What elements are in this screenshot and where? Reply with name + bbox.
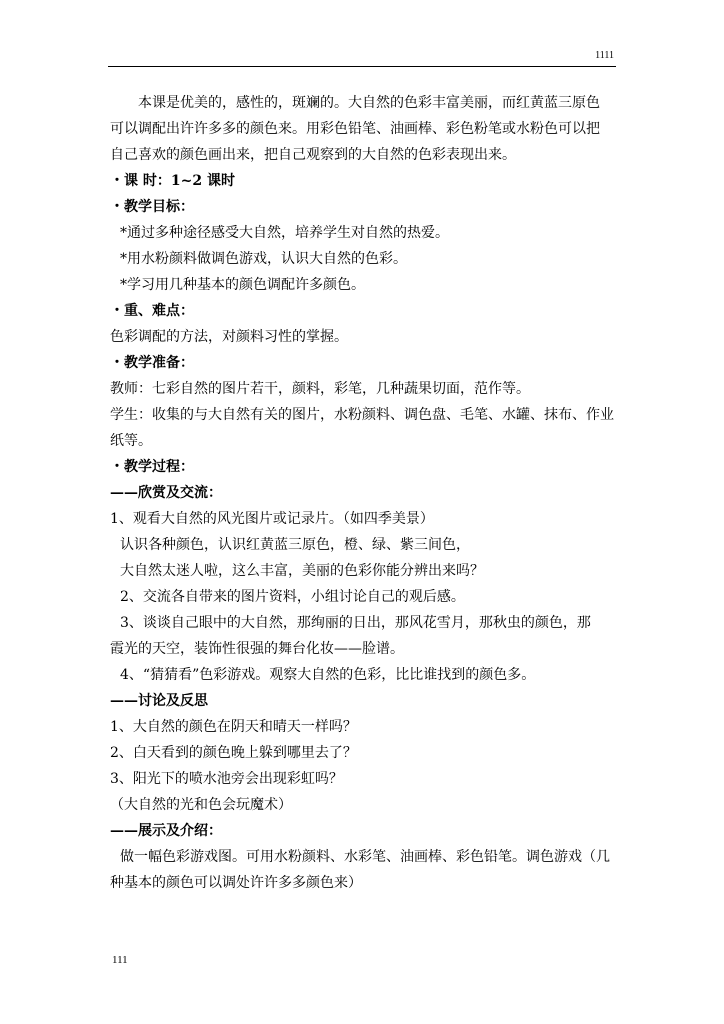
list-item: 2、交流各自带来的图片资料，小组讨论自己的观后感。 xyxy=(120,589,465,605)
section-heading-class-hours: ・课 时：1~2 课时 xyxy=(110,173,235,189)
section-heading-objectives: ・教学目标： xyxy=(110,199,194,215)
list-item: 2、白天看到的颜色晚上躲到哪里去了？ xyxy=(110,745,357,761)
objective-item: *用水粉颜料做调色游戏，认识大自然的色彩。 xyxy=(120,251,407,267)
paragraph-line: 大自然太迷人啦，这么丰富，美丽的色彩你能分辨出来吗？ xyxy=(120,563,484,579)
paragraph-line: 自己喜欢的颜色画出来，把自己观察到的大自然的色彩表现出来。 xyxy=(110,147,516,163)
footer-page-number: 111 xyxy=(112,954,128,966)
objective-item: *通过多种途径感受大自然，培养学生对自然的热爱。 xyxy=(120,225,449,241)
paragraph-line: 种基本的颜色可以调处许许多多颜色来） xyxy=(110,875,362,891)
paragraph-line: 认识各种颜色，认识红黄蓝三原色，橙、绿、紫三间色， xyxy=(120,537,470,553)
paragraph-line: 学生：收集的与大自然有关的图片，水粉颜料、调色盘、毛笔、水罐、抹布、作业 xyxy=(110,407,614,423)
paragraph-line: 纸等。 xyxy=(110,433,152,449)
header-rule xyxy=(108,66,616,67)
list-item: 3、谈谈自己眼中的大自然，那绚丽的日出，那风花雪月，那秋虫的颜色，那 xyxy=(120,615,591,631)
subsection-heading-discussion: ——讨论及反思 xyxy=(110,693,208,709)
section-heading-preparation: ・教学准备： xyxy=(110,355,194,371)
section-heading-key-points: ・重、难点： xyxy=(110,303,194,319)
paragraph-line: 做一幅色彩游戏图。可用水粉颜料、水彩笔、油画棒、彩色铅笔。调色游戏（几 xyxy=(120,849,610,865)
objective-item: *学习用几种基本的颜色调配许多颜色。 xyxy=(120,277,365,293)
paragraph-line: （大自然的光和色会玩魔术） xyxy=(110,797,292,813)
list-item: 1、观看大自然的风光图片或记录片。（如四季美景） xyxy=(110,511,434,527)
list-item: 3、阳光下的喷水池旁会出现彩虹吗？ xyxy=(110,771,343,787)
section-heading-process: ・教学过程： xyxy=(110,459,194,475)
header-page-number: 1111 xyxy=(595,50,614,61)
paragraph-line: 色彩调配的方法，对颜料习性的掌握。 xyxy=(110,329,348,345)
subsection-heading-presentation: ——展示及介绍： xyxy=(110,823,222,839)
paragraph-line: 霞光的天空，装饰性很强的舞台化妆——脸谱。 xyxy=(110,641,404,657)
list-item: 4、“猜猜看”色彩游戏。观察大自然的色彩，比比谁找到的颜色多。 xyxy=(120,667,536,683)
document-body xyxy=(110,90,616,896)
list-item: 1、大自然的颜色在阴天和晴天一样吗？ xyxy=(110,719,357,735)
paragraph-line: 可以调配出许许多多的颜色来。用彩色铅笔、油画棒、彩色粉笔或水粉色可以把 xyxy=(110,121,600,137)
paragraph-line: 本课是优美的，感性的，斑斓的。大自然的色彩丰富美丽，而红黄蓝三原色 xyxy=(138,95,600,111)
subsection-heading-appreciation: ——欣赏及交流： xyxy=(110,485,222,501)
paragraph-line: 教师：七彩自然的图片若干，颜料，彩笔，几种蔬果切面，范作等。 xyxy=(110,381,530,397)
